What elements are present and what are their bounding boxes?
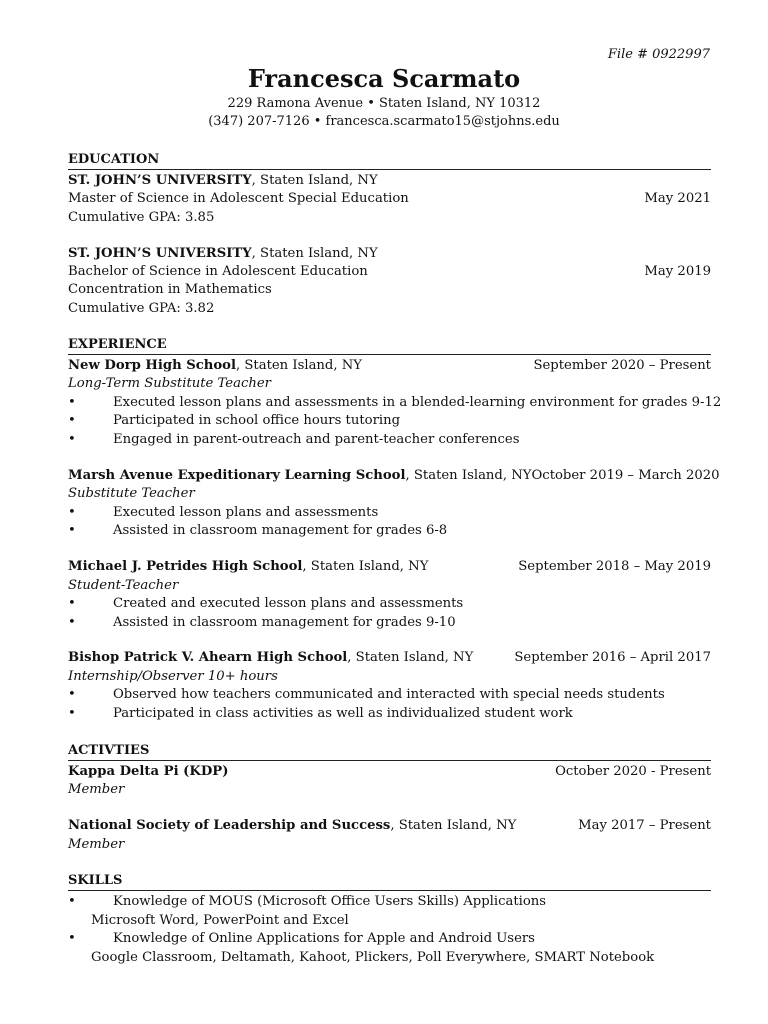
activity-date: May 2017 – Present [578,818,711,834]
candidate-name: Francesca Scarmato [247,64,521,93]
degree: Bachelor of Science in Adolescent Education [68,264,368,280]
activity-location: , Staten Island, NY [390,818,517,834]
gpa: Cumulative GPA: 3.85 [68,209,215,225]
degree: Master of Science in Adolescent Special Education [68,191,409,207]
experience-entry [68,467,720,541]
education-entry [68,172,711,227]
employer-name: New Dorp High School [68,358,236,374]
job-title: Long-Term Substitute Teacher [68,376,271,392]
skills-heading: SKILLS [68,872,711,891]
file-number: File # 0922997 [607,47,710,62]
bullet-icon: • [68,705,76,721]
activity-entry [68,763,711,800]
bullet-icon: • [68,893,76,909]
list-item: • Executed lesson plans and assessments in a blended-learning environment for grades 9-12 [68,394,711,413]
skill-item [68,893,711,930]
skill-item [68,930,711,967]
resume-body [68,151,722,967]
activities-heading: ACTIVTIES [68,742,711,761]
bullet-icon: • [68,930,76,946]
employer-name: Bishop Patrick V. Ahearn High School [68,650,348,666]
employment-date: September 2018 – May 2019 [518,559,711,575]
activity-name: Kappa Delta Pi (KDP) [68,763,229,779]
school-name: ST. JOHN’S UNIVERSITY [68,245,252,261]
list-item: • Executed lesson plans and assessments [68,504,711,523]
experience-entry [68,558,711,632]
skill-detail: Microsoft Word, PowerPoint and Excel [91,912,349,928]
gpa: Cumulative GPA: 3.82 [68,300,215,316]
activity-role: Member [68,781,125,797]
degree-date: May 2021 [644,191,711,207]
skill-detail: Google Classroom, Deltamath, Kahoot, Plickers, Poll Everywhere, SMART Notebook [91,949,655,965]
bullet-icon: • [68,595,76,611]
list-item: • Engaged in parent-outreach and parent-teacher conferences [68,431,711,450]
job-title: Internship/Observer 10+ hours [68,668,278,684]
employer-location: , Staten Island, NY [405,468,532,484]
bullet-icon: • [68,504,76,520]
experience-entry [68,357,722,450]
bullet-icon: • [68,614,76,630]
list-item: • Observed how teachers communicated and interacted with special needs students [68,686,711,705]
job-title: Student-Teacher [68,577,179,593]
activity-name: National Society of Leadership and Success [68,818,391,834]
list-item: • Participated in school office hours tutoring [68,412,711,431]
activity-entry [68,817,711,854]
employer-name: Marsh Avenue Expeditionary Learning School [68,468,406,484]
employer-name: Michael J. Petrides High School [68,559,303,575]
list-item: • Participated in class activities as well as individualized student work [68,705,711,724]
skill-title: Knowledge of MOUS (Microsoft Office Users Skills) Applications [113,893,547,909]
bullet-icon: • [68,394,76,410]
experience-heading: EXPERIENCE [68,336,711,355]
employer-location: , Staten Island, NY [347,650,474,666]
activity-role: Member [68,836,125,852]
education-heading: EDUCATION [68,151,711,170]
list-item: • Assisted in classroom management for grades 6-8 [68,522,711,541]
employment-date: October 2019 – March 2020 [531,468,720,484]
degree-date: May 2019 [644,264,711,280]
bullet-icon: • [68,523,76,539]
skill-title: Knowledge of Online Applications for Apple and Android Users [113,930,535,946]
bullet-icon: • [68,687,76,703]
school-location: , Staten Island, NY [251,173,378,188]
bullet-icon: • [68,432,76,448]
job-title: Substitute Teacher [68,486,195,502]
concentration: Concentration in Mathematics [68,282,272,298]
employment-date: September 2016 – April 2017 [514,650,711,666]
bullet-icon: • [68,413,76,429]
education-entry [68,245,711,318]
activity-date: October 2020 - Present [555,763,711,779]
contact-address: 229 Ramona Avenue • Staten Island, NY 10312 [227,96,541,111]
employer-location: , Staten Island, NY [236,358,362,374]
list-item: • Created and executed lesson plans and assessments [68,595,711,614]
list-item: • Assisted in classroom management for grades 9-10 [68,614,711,633]
contact-phone-email: (347) 207-7126 • francesca.scarmato15@stjohns.edu [208,114,560,129]
employer-location: , Staten Island, NY [302,559,429,575]
experience-entry [68,649,711,723]
employment-date: September 2020 – Present [533,358,711,374]
school-name: ST. JOHN’S UNIVERSITY [68,173,252,188]
school-location: , Staten Island, NY [251,245,378,261]
